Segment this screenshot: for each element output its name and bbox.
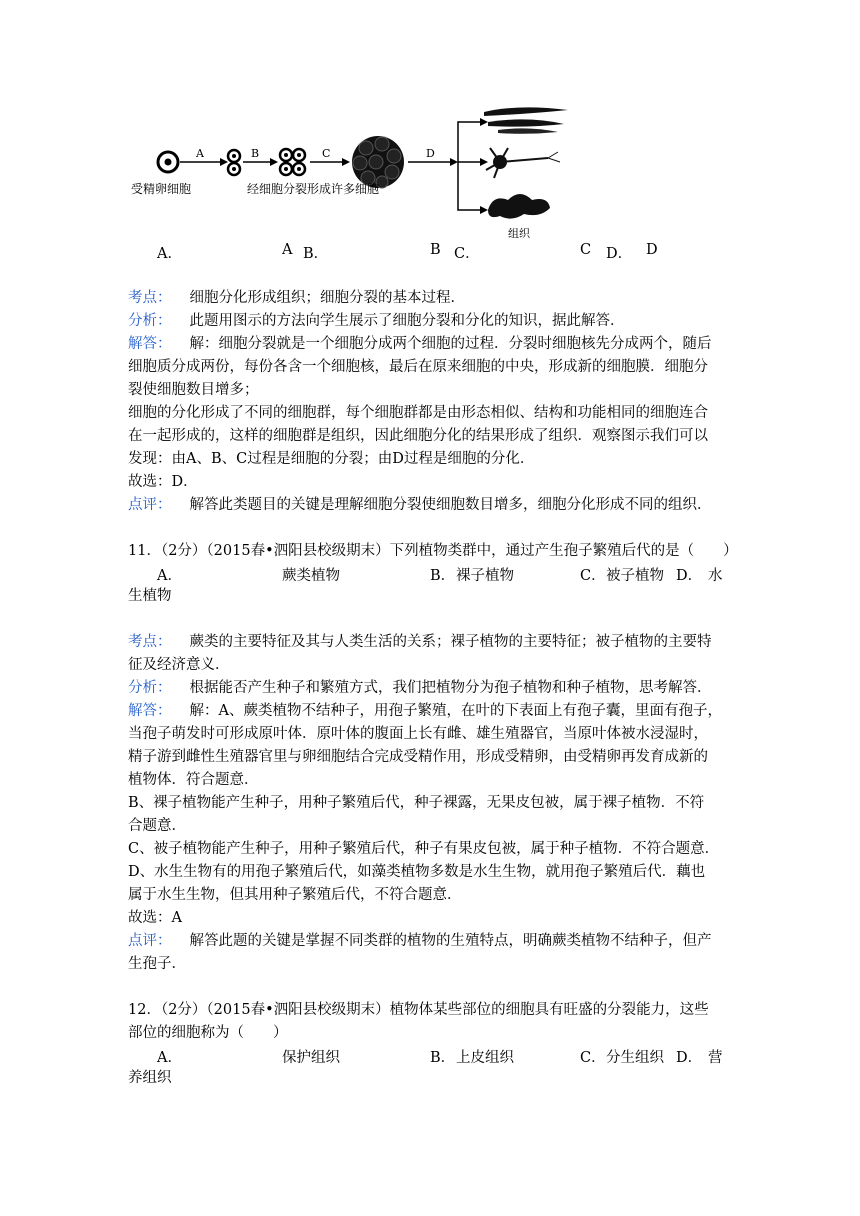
jieda-answer: 故选：A <box>128 910 182 926</box>
q11-option-c: 被子植物 <box>606 568 664 584</box>
four-cells <box>280 149 305 175</box>
jieda-line: 合题意． <box>128 818 186 834</box>
q11-kaodian <box>128 632 712 652</box>
q12-option-c-label: C． <box>580 1050 606 1066</box>
q12-option-b-label: B． <box>430 1050 456 1066</box>
q12-option-d-label: D． <box>676 1050 703 1066</box>
q11-jieda <box>128 701 722 721</box>
q11-option-a: 蕨类植物 <box>282 568 340 584</box>
jieda-tag: 解答： <box>128 336 172 352</box>
q12-option-b: 上皮组织 <box>456 1050 514 1066</box>
label-fertilized-egg: 受精卵细胞 <box>131 182 192 196</box>
q12-option-a-label: A． <box>157 1050 182 1066</box>
q10-option-b-label: B． <box>303 246 329 262</box>
jieda-line: 裂使细胞数目增多； <box>128 382 259 398</box>
q11-dianping <box>128 931 712 951</box>
kaodian-text: 蕨类的主要特征及其与人类生活的关系；裸子植物的主要特征；被子植物的主要特 <box>189 634 712 650</box>
q10-option-d-value: D <box>646 242 658 258</box>
q11-fenxi <box>128 678 712 698</box>
jieda-line: 属于水生生物，但其用种子繁殖后代，不符合题意． <box>128 887 462 903</box>
dianping-tag: 点评： <box>128 497 172 513</box>
q10-kaodian <box>128 288 465 308</box>
q10-option-c-label: C． <box>454 246 480 262</box>
cell-division-diagram <box>128 100 568 245</box>
kaodian-tag: 考点： <box>128 634 172 650</box>
jieda-line: D、水生生物有的用孢子繁殖后代，如藻类植物多数是水生生物，就用孢子繁殖后代．藕也 <box>128 864 706 880</box>
jieda-line: C、被子植物能产生种子，用种子繁殖后代，种子有果皮包被，属于种子植物．不符合题意． <box>128 841 720 857</box>
dianping-text: 解答此类题目的关键是理解细胞分裂使细胞数目增多，细胞分化形成不同的组织． <box>189 497 712 513</box>
jieda-line: 精子游到雌性生殖器官里与卵细胞结合完成受精作用，形成受精卵，由受精卵再发育成新的 <box>128 749 708 765</box>
dianping-tag: 点评： <box>128 933 172 949</box>
jieda-line: 在一起形成的，这样的细胞群是组织，因此细胞分化的结果形成了组织．观察图示我们可以 <box>128 428 708 444</box>
q10-jieda <box>128 334 712 354</box>
q10-option-b-value: B <box>430 242 441 258</box>
epithelial-tissue <box>488 194 550 219</box>
dianping-text: 生孢子． <box>128 956 186 972</box>
kaodian-text: 细胞分化形成组织；细胞分裂的基本过程． <box>189 290 465 306</box>
q11-option-b-label: B． <box>430 568 456 584</box>
jieda-line: 细胞的分化形成了不同的细胞群，每个细胞群都是由形态相似、结构和功能相同的细胞连合 <box>128 405 708 421</box>
q12-stem: 部位的细胞称为（ ） <box>128 1025 288 1041</box>
q12-option-c: 分生组织 <box>606 1050 664 1066</box>
q10-fenxi <box>128 311 625 331</box>
q12-option-d-part1: 营 <box>708 1050 723 1066</box>
q12-option-a: 保护组织 <box>282 1050 340 1066</box>
q11-option-a-label: A． <box>157 568 182 584</box>
label-division: 经细胞分裂形成许多细胞 <box>247 182 380 196</box>
label-tissue: 组织 <box>508 227 530 240</box>
q11-option-d-part2: 生植物 <box>128 588 172 604</box>
q12-stem: 12．（2分）（2015春•泗阳县校级期末）植物体某些部位的细胞具有旺盛的分裂能力，这些 <box>128 1002 709 1018</box>
jieda-line: 发现：由A、B、C过程是细胞的分裂；由D过程是细胞的分化． <box>128 451 535 467</box>
q10-option-a-value: A <box>282 242 293 258</box>
fenxi-text: 此题用图示的方法向学生展示了细胞分裂和分化的知识，据此解答． <box>189 313 625 329</box>
q10-dianping <box>128 495 712 515</box>
q11-option-d-label: D． <box>676 568 703 584</box>
jieda-line: 当孢子萌发时可形成原叶体．原叶体的腹面上长有雌、雄生殖器官，当原叶体被水浸湿时， <box>128 726 708 742</box>
kaodian-text: 征及经济意义． <box>128 657 230 673</box>
q10-option-a-label: A． <box>157 246 182 262</box>
q11-stem: 11．（2分）（2015春•泗阳县校级期末）下列植物类群中，通过产生孢子繁殖后代的是（ ） <box>128 543 738 559</box>
q12-option-d-part2: 养组织 <box>128 1070 172 1086</box>
q11-option-c-label: C． <box>580 568 606 584</box>
q10-option-d-label: D． <box>606 246 633 262</box>
jieda-line: 植物体．符合题意． <box>128 772 259 788</box>
q11-option-d-part1: 水 <box>708 568 723 584</box>
q11-option-b: 裸子植物 <box>456 568 514 584</box>
fenxi-tag: 分析： <box>128 313 172 329</box>
jieda-tag: 解答： <box>128 703 172 719</box>
arrow-b-label: B <box>251 147 260 160</box>
fenxi-text: 根据能否产生种子和繁殖方式，我们把植物分为孢子植物和种子植物，思考解答． <box>189 680 712 696</box>
branch-bracket <box>458 122 480 210</box>
arrow-c-label: C <box>322 147 331 160</box>
arrow-a-label: A <box>196 147 204 160</box>
arrow-d-label: D <box>426 147 435 160</box>
dianping-text: 解答此题的关键是掌握不同类群的植物的生殖特点，明确蕨类植物不结种子，但产 <box>189 933 712 949</box>
jieda-line: 解：细胞分裂就是一个细胞分成两个细胞的过程．分裂时细胞核先分成两个，随后 <box>189 336 712 352</box>
q10-option-c-value: C <box>580 242 592 258</box>
two-cells <box>228 150 240 175</box>
kaodian-tag: 考点： <box>128 290 172 306</box>
jieda-line: 解：A、蕨类植物不结种子，用孢子繁殖，在叶的下表面上有孢子囊，里面有孢子， <box>189 703 722 719</box>
jieda-answer: 故选：D． <box>128 474 198 490</box>
nerve-tissue <box>486 148 560 178</box>
muscle-tissue <box>484 107 568 133</box>
fenxi-tag: 分析： <box>128 680 172 696</box>
jieda-line: 细胞质分成两份，每份各含一个细胞核，最后在原来细胞的中央，形成新的细胞膜．细胞分 <box>128 359 708 375</box>
jieda-line: B、裸子植物能产生种子，用种子繁殖后代，种子裸露，无果皮包被，属于裸子植物．不符 <box>128 795 705 811</box>
fertilized-egg-cell <box>158 152 178 172</box>
